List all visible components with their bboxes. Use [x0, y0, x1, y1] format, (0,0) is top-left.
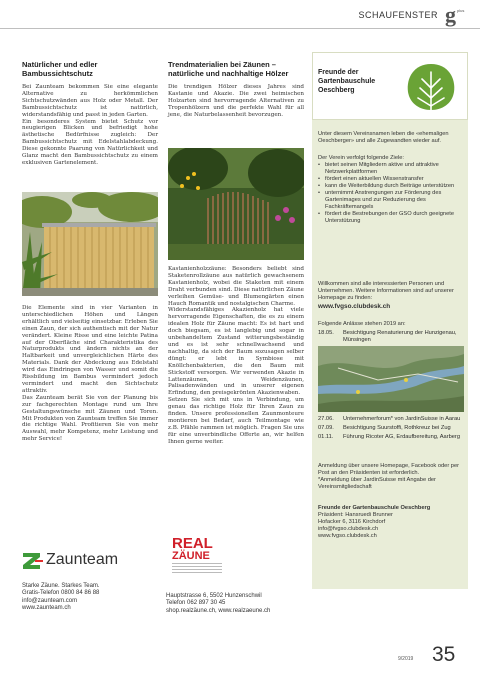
logo-letter: g	[445, 2, 456, 27]
col1-p3: Die Elemente sind in vier Varianten in unterschiedlichen Höhen und Längen erhältlich und vielseitig einsetzbar. Erleben Sie einen Zaun, der sich authentisch mit der Natur verändert. Kleine Risse und eine leichte Patina auf der Oberfläche sind Charakteristika des Naturprodukts und ändern nichts an der Haltbarkeit und unvergleichlichen Härte des Materials. Dank der Abdeckung aus Edelstahl wird das Eindringen von Wasser und somit die Rissbildung im Bambus vermindert jedoch vermindert und macht den Sichtschutz attraktiv.	[22, 305, 158, 394]
zaunteam-slogan: Starke Zäune. Starkes Team.	[22, 583, 100, 589]
realzaune-web[interactable]: shop.realzäune.ch, www.realzaeune.ch	[166, 607, 271, 614]
col1-p1: Bei Zaunteam bekommen Sie eine elegante Alternative zu herkömmlichen Sichtschutzwänden aus Holz oder Metall. Der Bambussichtschutz ist natürlich, widerstandsfähig und passt in jeden Garten.	[22, 84, 158, 118]
col2-p2: Kastanienholzzäune: Besonders beliebt sind Staketenrollzäune aus natürlich gewachsenem Kastanienholz, wobei die Staketen mit einem Draht verbunden sind. Diese natürlichen Zäune verleihen Gemüse- und Blumengärten einen Hauch Romantik und nostalgischen Charme.	[168, 266, 304, 307]
col2-p4: Setzen Sie sich mit uns in Verbindung, um genau das richtige Holz für Ihren Zaun zu finden. Unsere professionellen Zaunmonteure montieren bei Bedarf, auch Teilmontage wie z.B. Pfähle rammen ist möglich. Fragen Sie uns für eine unverbindliche Offerte an, wir helfen Ihnen gerne weiter.	[168, 397, 304, 445]
club-address: Hofacker 6, 3116 Kirchdorf	[318, 519, 386, 525]
realzaune-logo-top: REAL	[172, 535, 213, 552]
zaunteam-logo	[22, 550, 162, 572]
tree-icon	[402, 62, 460, 118]
registration-footnote: *Anmeldung über JardinSuisse mit Angabe der Vereinsmitgliedschaft	[318, 477, 436, 490]
event-text: Unternehmerforum* von JardinSuisse in Aarau	[343, 416, 461, 422]
club-aims-title: Der Verein verfolgt folgende Ziele:	[318, 155, 404, 161]
club-url[interactable]: www.fvgso.clubdesk.ch	[318, 303, 391, 310]
club-aim-item: • kann die Weiterbildung durch Beiträge unterstützen	[318, 183, 464, 190]
zaunteam-web[interactable]: www.zaunteam.ch	[22, 604, 71, 611]
club-intro: Unter diesem Vereinsnamen leben die «ehemaligen Oeschberger» und alle Zugewandten wieder auf.	[318, 131, 449, 144]
realzaune-contact	[166, 593, 311, 615]
event-date: 18.05.	[318, 330, 334, 336]
club-welcome	[318, 281, 464, 310]
club-president: Präsident: Hansruedi Brunner	[318, 512, 393, 518]
bamboo-photo	[22, 192, 158, 296]
header-rule	[0, 28, 480, 29]
event-date: 07.09.	[318, 424, 334, 431]
event-date: 01.11.	[318, 433, 334, 440]
club-aim-item: • bietet seinen Mitgliedern aktive und attraktive Netzwerkplattformen	[318, 162, 464, 176]
club-title: Freunde der Gartenbauschule Oeschberg	[318, 69, 376, 94]
club-aim-item: • fördert einen aktuellen Wissenstransfer	[318, 176, 464, 183]
col2-title: Trendmaterialien bei Zäunen – natürliche und nachhaltige Hölzer	[168, 60, 289, 78]
club-aim-item: • fördert die Bestrebungen der GSO durch geeignete Unterstützung	[318, 211, 464, 225]
col2-p3: Widerstandsfähiges Akazienholz hat viele hervorragende Eigenschaften, die es zu einem idealen Holz für Zäune macht: Es ist hart und doch biegsam, es ist langlebig und sogar in unbehandeltem Zustand witterungsbeständig und es ist sehr schnellwachsend und nachhaltig, da sich der Baum sozusagen selber düngt: er lebt in Symbiose mit Knöllchenbakterien, die den Baum mit Stickstoff versorgen. Wir verwenden Akazie in Lattenzäunen, Weidenzäunen, Palisadenwänden und in unserer eigenen Erfindung, den preisgekrönten Akazienwaben.	[168, 307, 304, 397]
col2-p1: Die trendigen Hölzer dieses Jahres sind Kastanie und Akazie. Die zwei heimischen Holzarten sind hervorragende Alternativen zu Tropenhölzern und die perfekte Wahl für all jene, die Naturbelassenheit bevorzugen.	[168, 84, 304, 118]
zaunteam-z-icon	[22, 551, 44, 571]
col1-p2: Ein besonderes System bietet Schutz vor neugierigen Blicken und befriedigt hohe ästhetische Bedürfnisse zugleich: Der Bambussichtschutz mit Edelstahlabdeckung. Diese gekonnte Paarung von Natürlichkeit und Glanz macht den Bambussichtschutz zu einem exklusiven Gartenelement.	[22, 118, 158, 166]
event-text: Besichtigung Renaturierung der Hunzigenau, Münsingen	[343, 330, 457, 343]
realzaune-logo	[172, 537, 222, 577]
col1-text-top	[22, 84, 158, 167]
club-contact-title: Freunde der Gartenbauschule Oeschberg	[318, 505, 431, 511]
gplus-logo	[442, 2, 468, 28]
club-web[interactable]: www.fvgso.clubdesk.ch	[318, 533, 377, 539]
zaunteam-contact	[22, 583, 162, 612]
realzaune-logo-bottom: ZÄUNE	[172, 550, 210, 562]
section-title: SCHAUFENSTER	[358, 10, 438, 20]
events-list	[318, 416, 464, 440]
col1-title: Natürlicher und edler Bambussichtschutz	[22, 60, 98, 78]
event-text: Führung Ricoter AG, Erdaufbereitung, Aarberg	[343, 433, 460, 440]
event-date: 27.06.	[318, 416, 334, 422]
club-aims	[318, 155, 464, 225]
event-text: Besichtigung Suurstoffi, Rothkreuz bei Zug	[343, 424, 451, 431]
events-title: Folgende Anlässe stehen 2019 an:	[318, 321, 406, 327]
issue-number: 9/2019	[398, 656, 414, 662]
realzaune-phone: Telefon 062 897 30 45	[166, 600, 226, 607]
registration-note	[318, 463, 464, 491]
page-number: 35	[432, 643, 456, 666]
garden-fence-photo	[168, 148, 304, 260]
zaunteam-logo-text: Zaunteam	[46, 551, 119, 568]
club-contact	[318, 505, 464, 540]
realzaune-logo-fineprint	[172, 563, 222, 573]
col1-text-bottom	[22, 305, 158, 443]
col1-p4: Das Zaunteam berät Sie von der Planung bis zur fachgerechten Montage rund um Ihre Gestaltungswünsche mit Zäunen und Toren. Mit Produkten von Zaunteam treffen Sie immer die richtige Wahl. Profitieren Sie von mehr Auswahl, mehr Kompetenz, mehr Leistung und mehr Service!	[22, 394, 158, 443]
event-row	[318, 330, 464, 344]
zaunteam-phone: Gratis-Telefon 0800 84 86 88	[22, 590, 100, 597]
club-aim-item: • unternimmt Anstrengungen zur Förderung des Gartenimages und zur Reduzierung des Fachkräftemangels	[318, 190, 464, 211]
club-welcome-text: Willkommen sind alle interessierten Personen und Unternehmen. Weitere Informationen sind auf unserer Homepage zu finden:	[318, 281, 454, 301]
col2-text-bottom	[168, 266, 304, 446]
aerial-map-photo	[318, 346, 464, 412]
realzaune-address: Hauptstrasse 6, 5502 Hunzenschwil	[166, 593, 262, 599]
logo-sup: plus	[457, 8, 465, 13]
registration-text: Anmeldung über unsere Homepage, Facebook oder per Post an den Präsidenten ist erforderlich.	[318, 463, 460, 476]
club-email[interactable]: info@fvgso.clubdesk.ch	[318, 526, 379, 532]
zaunteam-email[interactable]: info@zaunteam.com	[22, 597, 78, 604]
